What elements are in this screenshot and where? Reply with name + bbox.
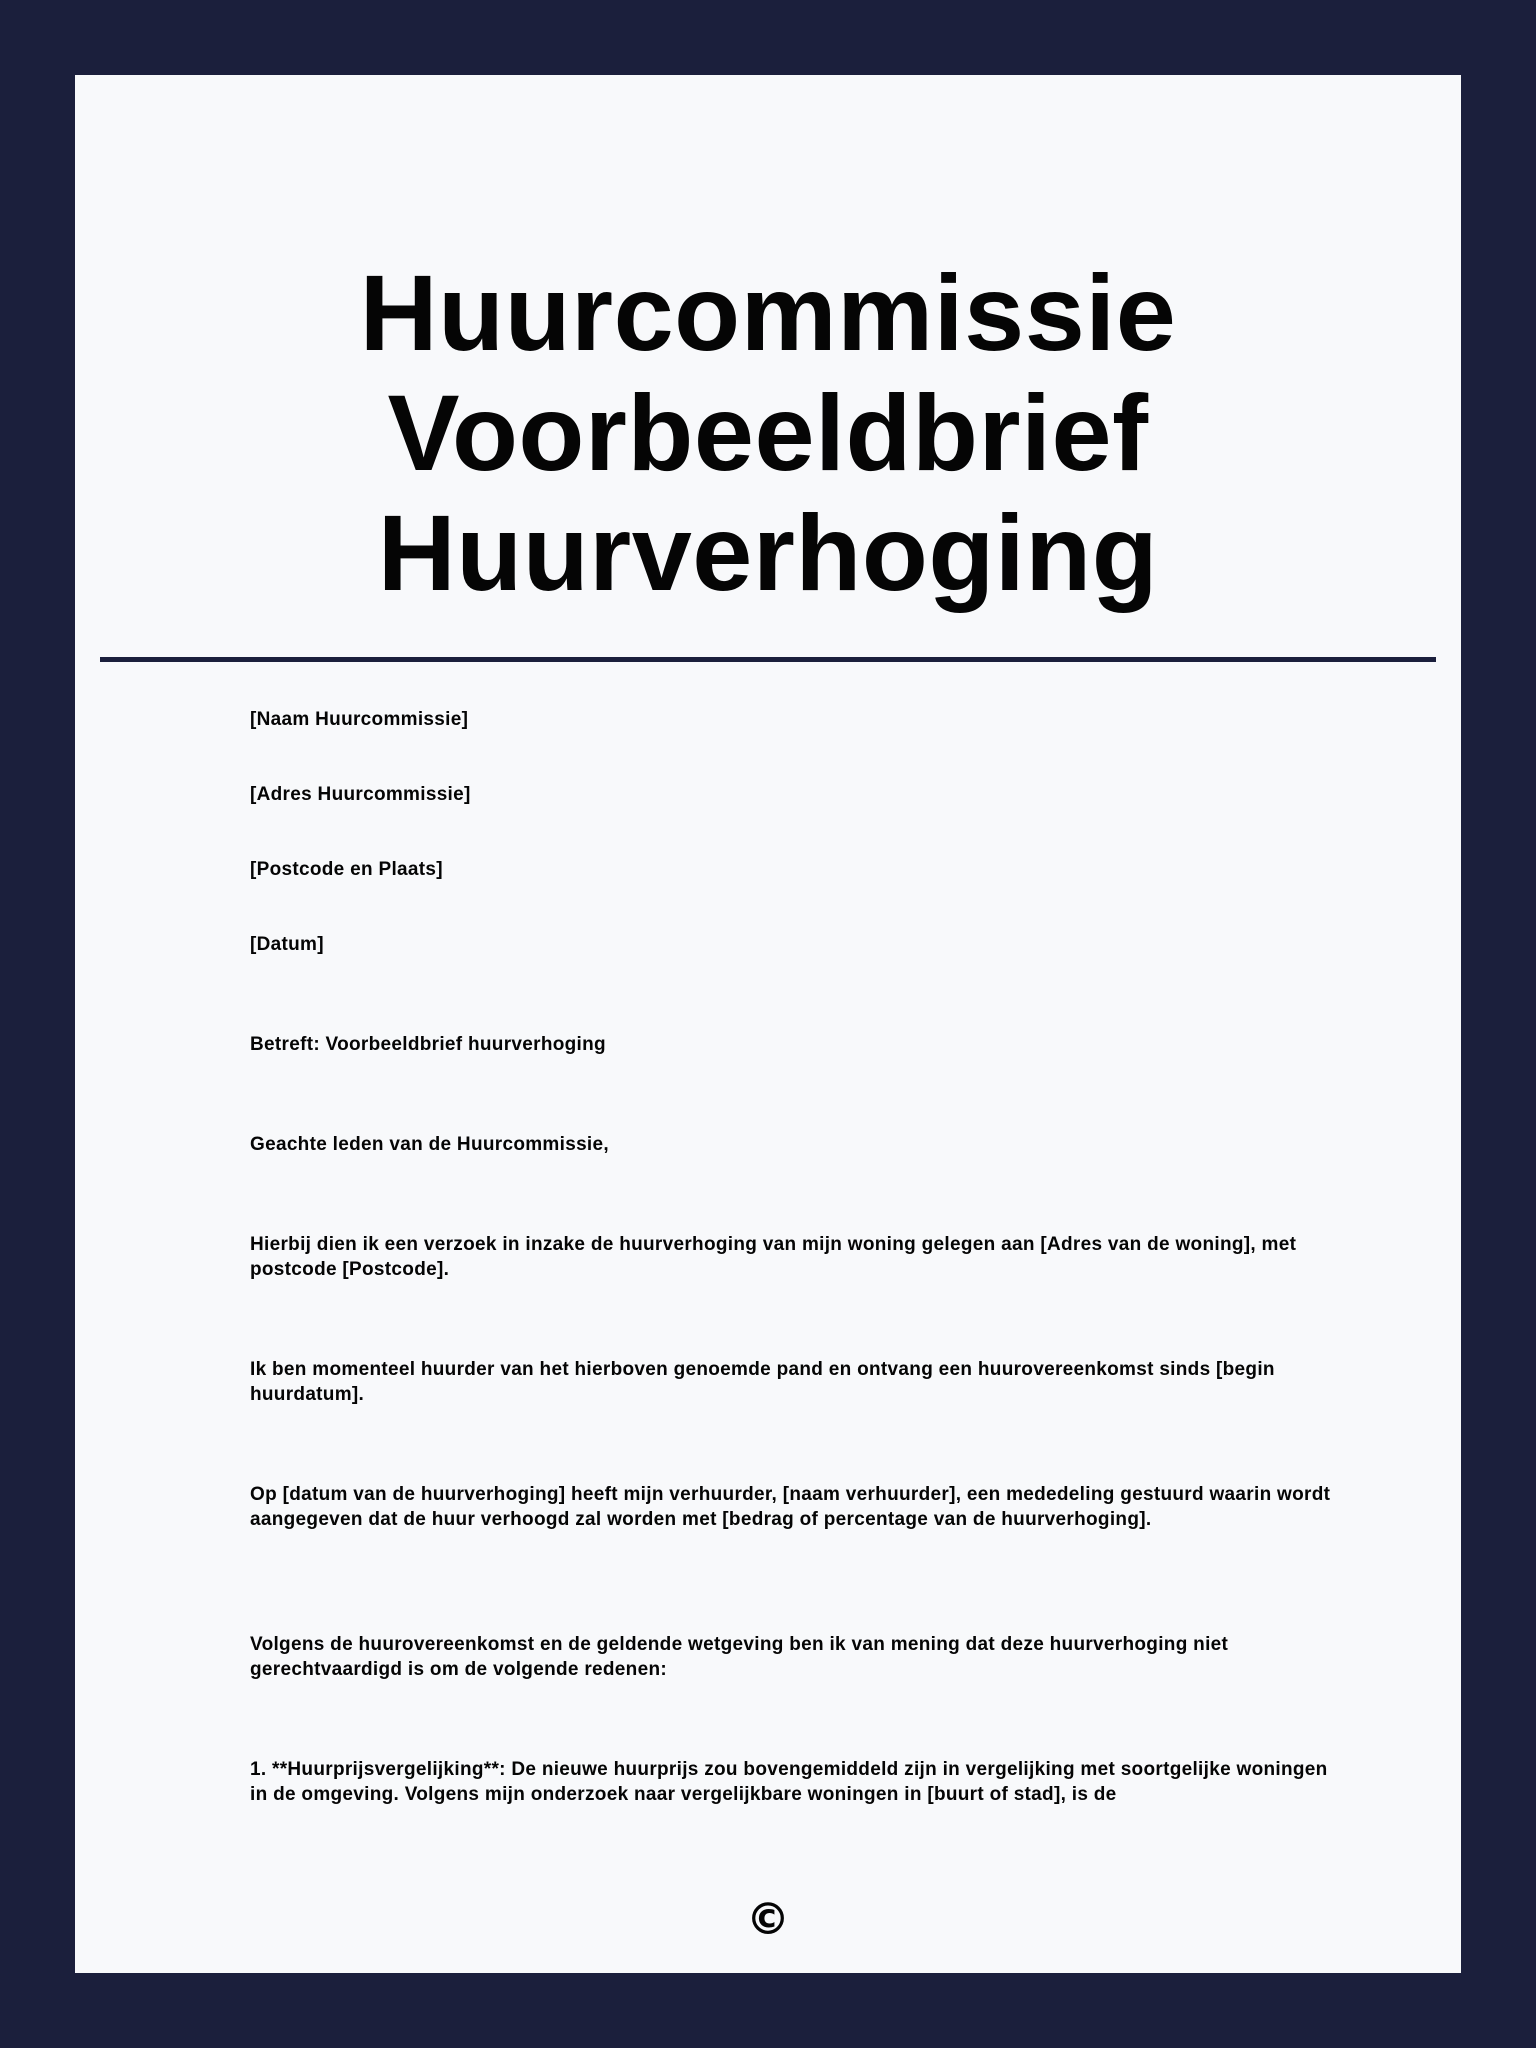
title-line-3: Huurverhoging [377, 492, 1159, 613]
title-line-1: Huurcommissie [359, 252, 1177, 373]
letter-date: [Datum] [250, 934, 324, 955]
paragraph-tenancy: Ik ben momenteel huurder van het hierboven genoemde pand en ontvang een huurovereenkomst sinds [begin huurdatum]. [250, 1359, 1275, 1405]
recipient-address: [Adres Huurcommissie] [250, 784, 471, 805]
paragraph-request: Hierbij dien ik een verzoek in inzake de huurverhoging van mijn woning gelegen aan [Adres van de woning], met postcode [Postcode]. [250, 1234, 1297, 1280]
paragraph-objection: Volgens de huurovereenkomst en de geldende wetgeving ben ik van mening dat deze huurverhoging niet gerechtvaardigd is om de volgende redenen: [250, 1634, 1229, 1680]
title-line-2: Voorbeeldbrief [387, 372, 1149, 493]
recipient-postcode: [Postcode en Plaats] [250, 859, 443, 880]
copyright-icon: © [746, 1894, 790, 1945]
document-page [75, 75, 1461, 1973]
document-title [75, 253, 1461, 613]
letter-subject: Betreft: Voorbeeldbrief huurverhoging [250, 1034, 606, 1055]
paragraph-notice: Op [datum van de huurverhoging] heeft mijn verhuurder, [naam verhuurder], een mededeling gestuurd waarin wordt aangegeven dat de huur verhoogd zal worden met [bedrag of percentage van de huurverhoging]. [250, 1484, 1331, 1530]
paragraph-reason-1: 1. **Huurprijsvergelijking**: De nieuwe huurprijs zou bovengemiddeld zijn in vergelijking met soortgelijke woningen in de omgeving. Volgens mijn onderzoek naar vergelijkbare woningen in [buurt of stad], is de [250, 1759, 1328, 1805]
title-divider [100, 657, 1436, 662]
recipient-name: [Naam Huurcommissie] [250, 709, 469, 730]
letter-salutation: Geachte leden van de Huurcommissie, [250, 1134, 609, 1155]
